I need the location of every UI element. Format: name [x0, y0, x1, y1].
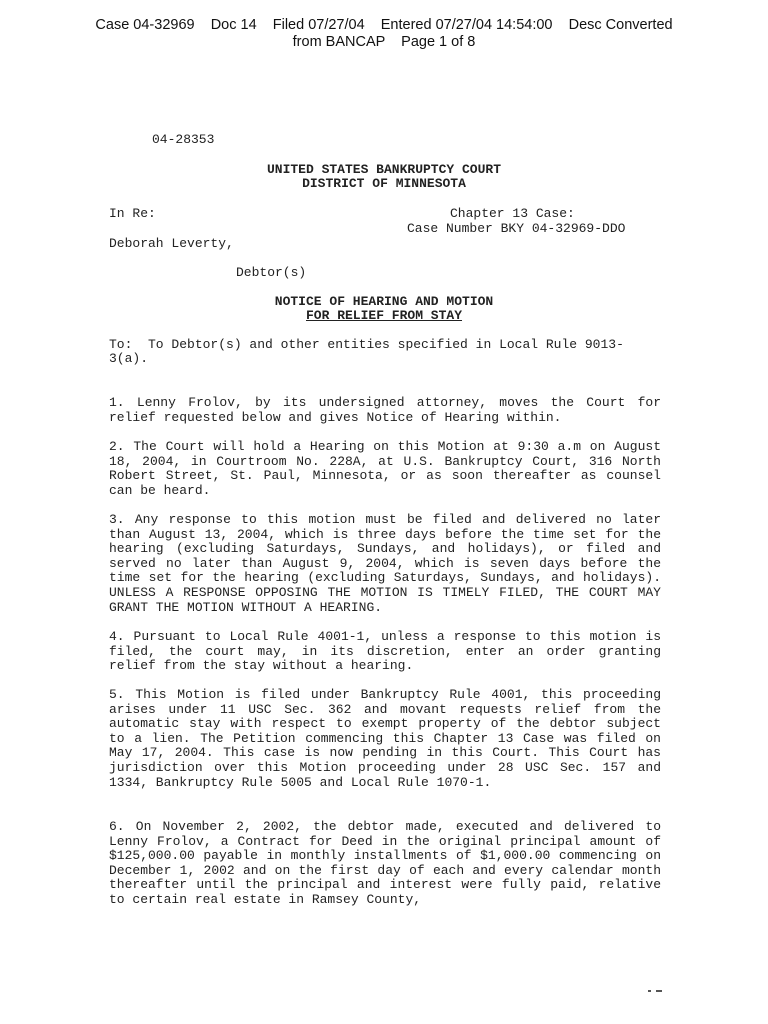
filing-stamp: [0, 17, 768, 51]
scan-artifact: [648, 990, 662, 992]
debtor-name: Deborah Leverty,: [109, 236, 234, 251]
file-number: 04-28353: [152, 132, 215, 147]
to-line: To: To Debtor(s) and other entities specified in Local Rule 9013-: [109, 337, 624, 352]
filing-stamp-line1: Case 04-32969 Doc 14 Filed 07/27/04 Entered 07/27/04 14:54:00 Desc Converted: [95, 17, 673, 33]
paragraph-1: 1. Lenny Frolov, by its undersigned attorney, moves the Court for relief requested below and gives Notice of Hearing within.: [109, 395, 661, 425]
court-district: DISTRICT OF MINNESOTA: [302, 176, 466, 191]
court-name: UNITED STATES BANKRUPTCY COURT: [266, 162, 502, 177]
chapter-label: Chapter 13 Case:: [450, 206, 575, 221]
paragraph-6: 6. On November 2, 2002, the debtor made, executed and delivered to Lenny Frolov, a Contract for Deed in the original principal amount of $125,000.00 payable in monthly installments of $1,000.00 commencing on December 1, 2002 and on the first day of each and every calendar month thereafter until the principal and interest were fully paid, relative to certain real estate in Ramsey County,: [109, 819, 661, 907]
paragraph-5: 5. This Motion is filed under Bankruptcy Rule 4001, this proceeding arises under 11 USC Sec. 362 and movant requests relief from the automatic stay with respect to exempt property of the debtor subject to a lien. The Petition commencing this Chapter 13 Case was filed on May 17, 2004. This case is now pending in this Court. This Court has jurisdiction over this Motion proceeding under 28 USC Sec. 157 and 1334, Bankruptcy Rule 5005 and Local Rule 1070-1.: [109, 687, 661, 790]
filing-stamp-line2: from BANCAP Page 1 of 8: [292, 34, 476, 50]
paragraph-2: 2. The Court will hold a Hearing on this Motion at 9:30 a.m on August 18, 2004, in Courtroom No. 228A, at U.S. Bankruptcy Court, 316 North Robert Street, St. Paul, Minnesota, or as soon thereafter as counsel can be heard.: [109, 439, 661, 498]
in-re-label: In Re:: [109, 206, 156, 221]
notice-subtitle: FOR RELIEF FROM STAY: [305, 308, 463, 323]
notice-title: NOTICE OF HEARING AND MOTION: [274, 294, 494, 309]
to-line-continued: 3(a).: [109, 351, 149, 366]
debtor-label: Debtor(s): [236, 265, 307, 280]
case-number: Case Number BKY 04-32969-DDO: [407, 221, 626, 236]
paragraph-4: 4. Pursuant to Local Rule 4001-1, unless a response to this motion is filed, the court may, in its discretion, enter an order granting relief from the stay without a hearing.: [109, 629, 661, 674]
paragraph-3: 3. Any response to this motion must be filed and delivered no later than August 13, 2004, which is three days before the time set for the hearing (excluding Saturdays, Sundays, and holidays), or filed and served no later than August 9, 2004, which is seven days before the time set for the hearing (excluding Saturdays, Sundays, and holidays). UNLESS A RESPONSE OPPOSING THE MOTION IS TIMELY FILED, THE COURT MAY GRANT THE MOTION WITHOUT A HEARING.: [109, 512, 661, 615]
